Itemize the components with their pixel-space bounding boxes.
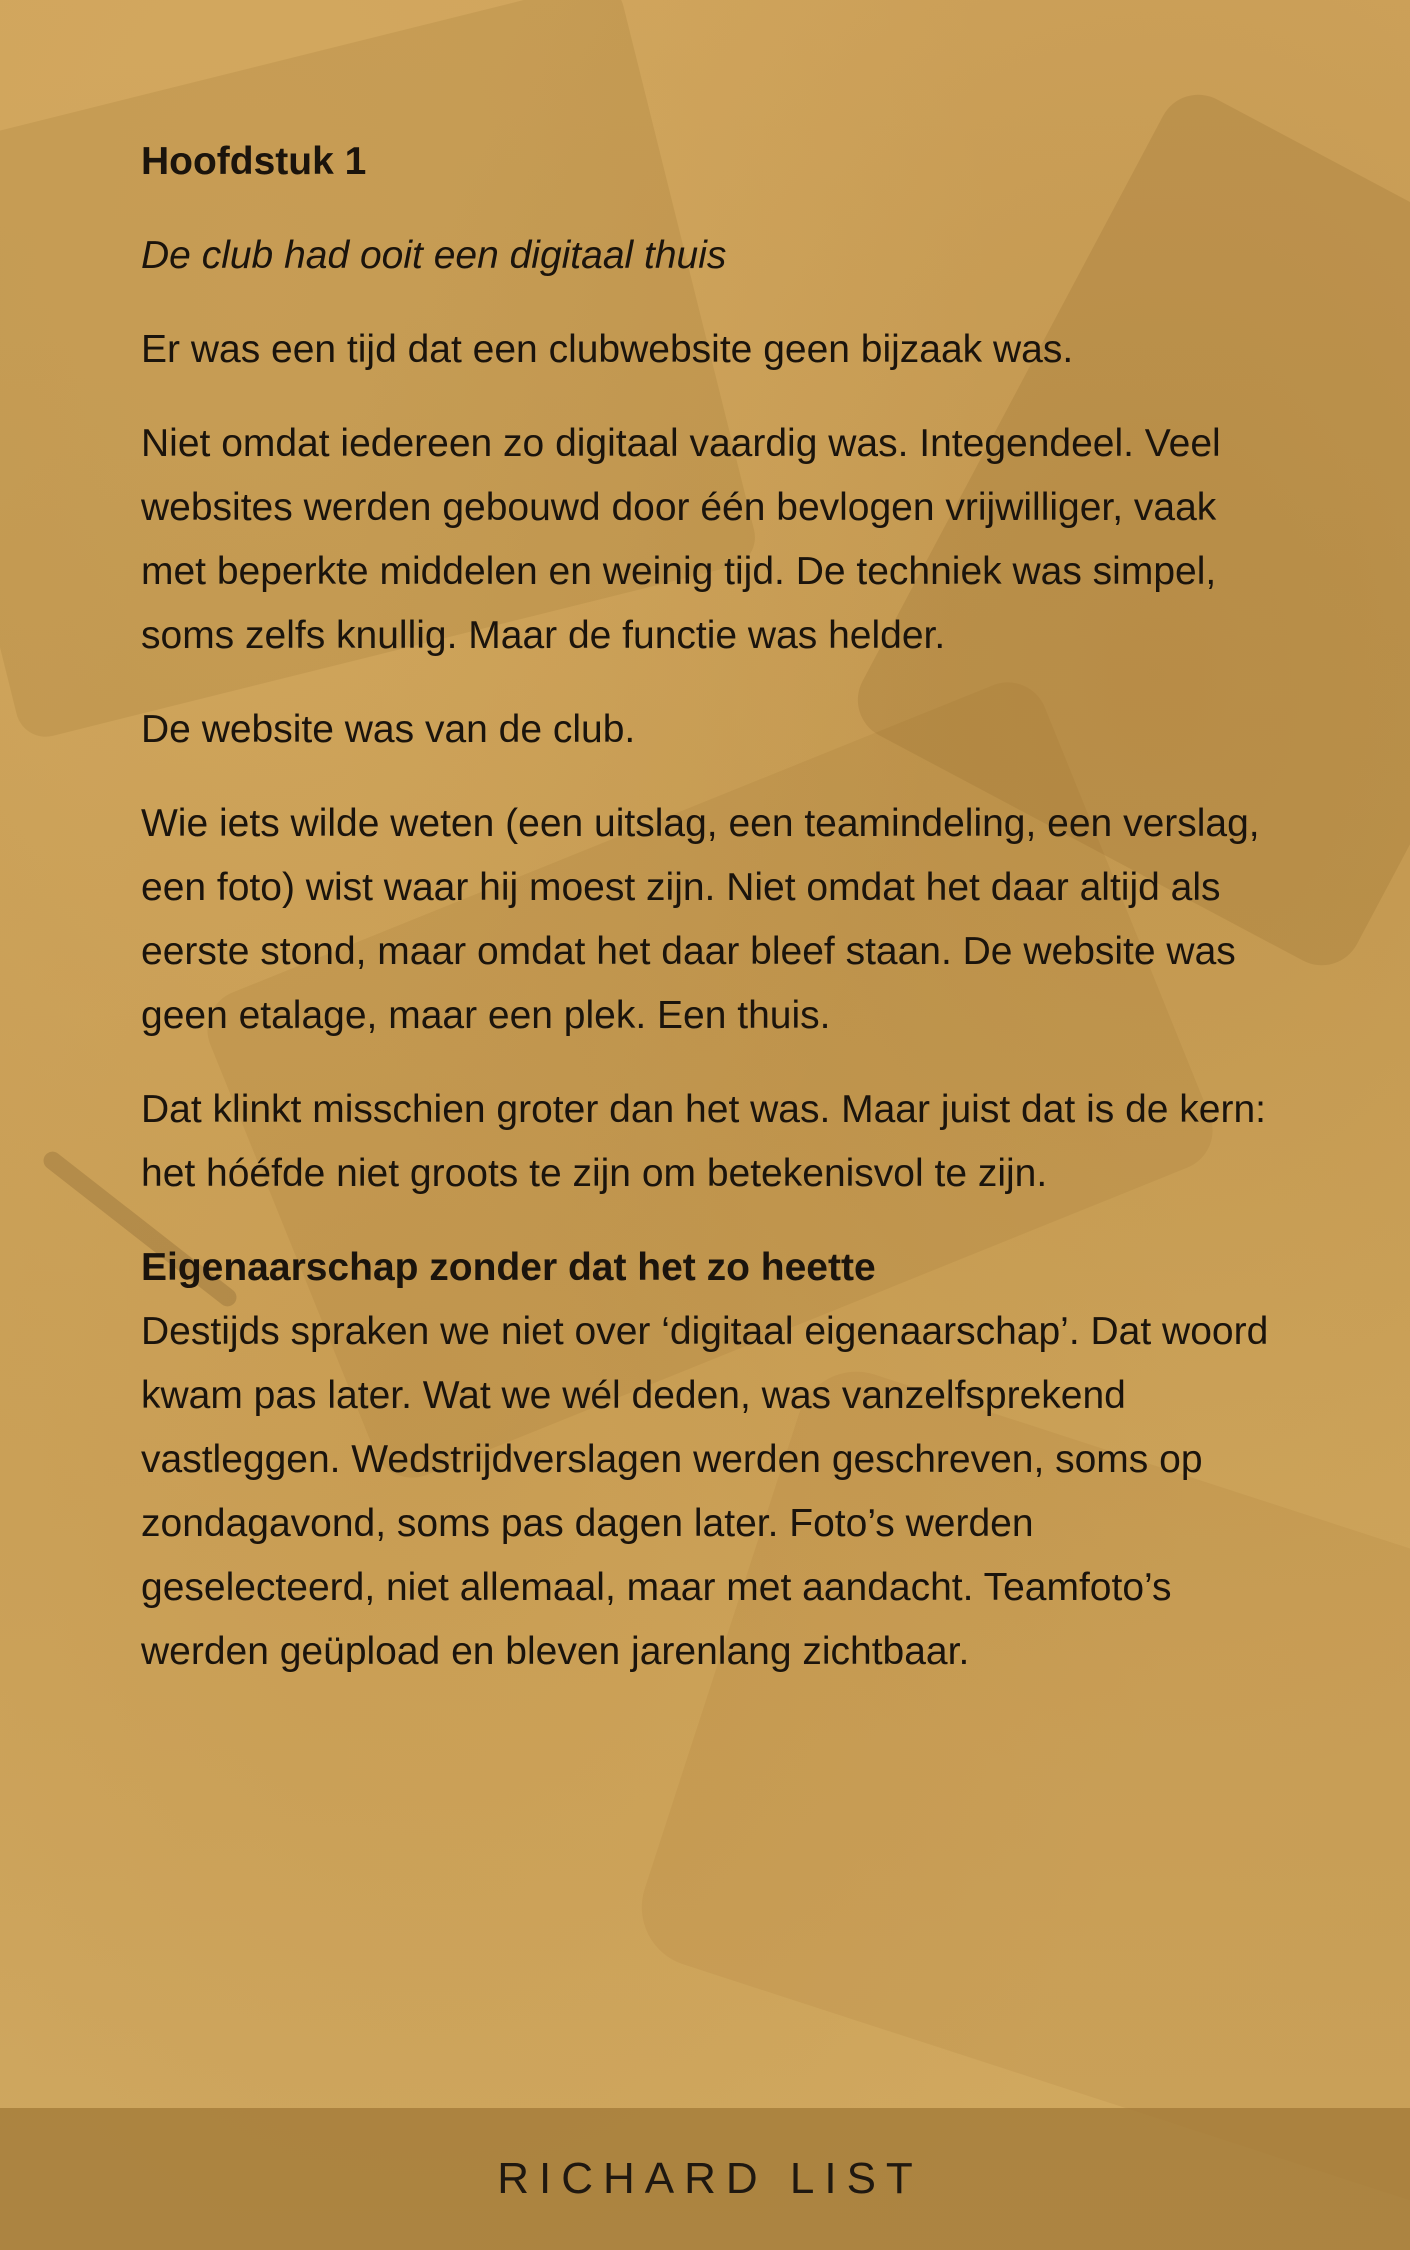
chapter-content [141,130,1271,1714]
paragraph: Er was een tijd dat een clubwebsite geen bijzaak was. [141,328,1074,371]
chapter-subtitle: De club had ooit een digitaal thuis [141,234,727,277]
section-heading: Eigenaarschap zonder dat het zo heette [141,1246,876,1289]
paragraph: Niet omdat iedereen zo digitaal vaardig was. Integendeel. Veel websites werden gebouwd door één bevlogen vrijwilliger, vaak met beperkte middelen en weinig tijd. De techniek was simpel, soms zelfs knullig. Maar de functie was helder. [141,422,1221,657]
chapter-label: Hoofdstuk 1 [141,140,367,183]
author-name: RICHARD LIST [497,2154,923,2203]
section-paragraph: Destijds spraken we niet over ‘digitaal eigenaarschap’. Dat woord kwam pas later. Wat we wél deden, was vanzelfsprekend vastleggen. Wedstrijdverslagen werden geschreven, soms op zondagavond, soms pas dagen later. Foto’s werden geselecteerd, niet allemaal, maar met aandacht. Teamfoto’s werden geüpload en bleven jarenlang zichtbaar. [141,1310,1269,1673]
paragraph: Dat klinkt misschien groter dan het was. Maar juist dat is de kern: het hóéfde niet groots te zijn om betekenisvol te zijn. [141,1088,1266,1195]
footer-band [0,2108,1410,2250]
paragraph: De website was van de club. [141,708,636,751]
paragraph: Wie iets wilde weten (een uitslag, een teamindeling, een verslag, een foto) wist waar hij moest zijn. Niet omdat het daar altijd als eerste stond, maar omdat het daar bleef staan. De website was geen etalage, maar een plek. Een thuis. [141,802,1260,1037]
